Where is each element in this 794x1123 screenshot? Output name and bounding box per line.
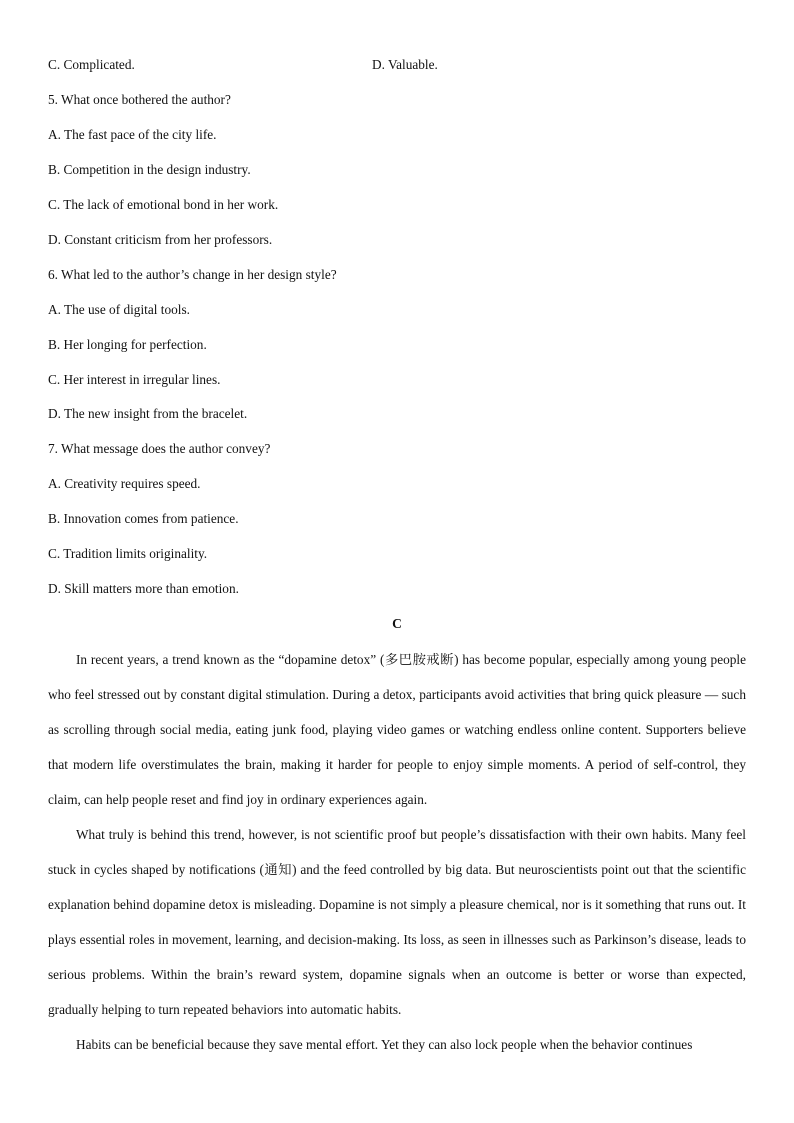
q5-option-d: D. Constant criticism from her professors. xyxy=(48,232,273,247)
q6-option-b: B. Her longing for perfection. xyxy=(48,337,207,352)
passage-paragraph-1: In recent years, a trend known as the “dopamine detox” (多巴胺戒断) has become popular, especially among young people who feel stressed out by constant digital stimulation. During a detox, participants avoid activities that bring quick pleasure — such as scrolling through social media, eating junk food, playing video games or watching endless online content. Supporters believe that modern life overstimulates the brain, making it harder for people to enjoy simple moments. A period of self-control, they claim, can help people reset and find joy in ordinary experiences again. xyxy=(48,652,746,807)
passage-paragraph-3: Habits can be beneficial because they save mental effort. Yet they can also lock people when the behavior continues xyxy=(76,1037,693,1052)
passage-paragraph-2: What truly is behind this trend, however, is not scientific proof but people’s dissatisfaction with their own habits. Many feel stuck in cycles shaped by notifications (通知) and the feed controlled by big data. But neuroscientists point out that the scientific explanation behind dopamine detox is misleading. Dopamine is not simply a pleasure chemical, nor is it something that runs out. It plays essential roles in movement, learning, and decision-making. Its loss, as seen in illnesses such as Parkinson’s disease, leads to serious problems. Within the brain’s reward system, dopamine signals when an outcome is better or worse than expected, gradually helping to turn repeated behaviors into automatic habits. xyxy=(48,827,746,1017)
q6-option-a: A. The use of digital tools. xyxy=(48,302,190,317)
q4-option-c: C. Complicated. xyxy=(48,57,135,72)
q7-option-b: B. Innovation comes from patience. xyxy=(48,511,239,526)
q5-option-b: B. Competition in the design industry. xyxy=(48,162,251,177)
q7-option-d: D. Skill matters more than emotion. xyxy=(48,581,239,596)
q6-option-d: D. The new insight from the bracelet. xyxy=(48,406,248,421)
q7-option-a: A. Creativity requires speed. xyxy=(48,476,201,491)
q6-stem: 6. What led to the author’s change in her design style? xyxy=(48,267,337,282)
q5-option-c: C. The lack of emotional bond in her work. xyxy=(48,197,279,212)
q6-option-c: C. Her interest in irregular lines. xyxy=(48,372,221,387)
q5-stem: 5. What once bothered the author? xyxy=(48,92,231,107)
q7-option-c: C. Tradition limits originality. xyxy=(48,546,208,561)
q7-stem: 7. What message does the author convey? xyxy=(48,441,271,456)
q5-option-a: A. The fast pace of the city life. xyxy=(48,127,217,142)
q4-option-d: D. Valuable. xyxy=(372,57,438,72)
q4-options-row xyxy=(48,57,748,73)
passage-heading: C xyxy=(392,616,402,631)
